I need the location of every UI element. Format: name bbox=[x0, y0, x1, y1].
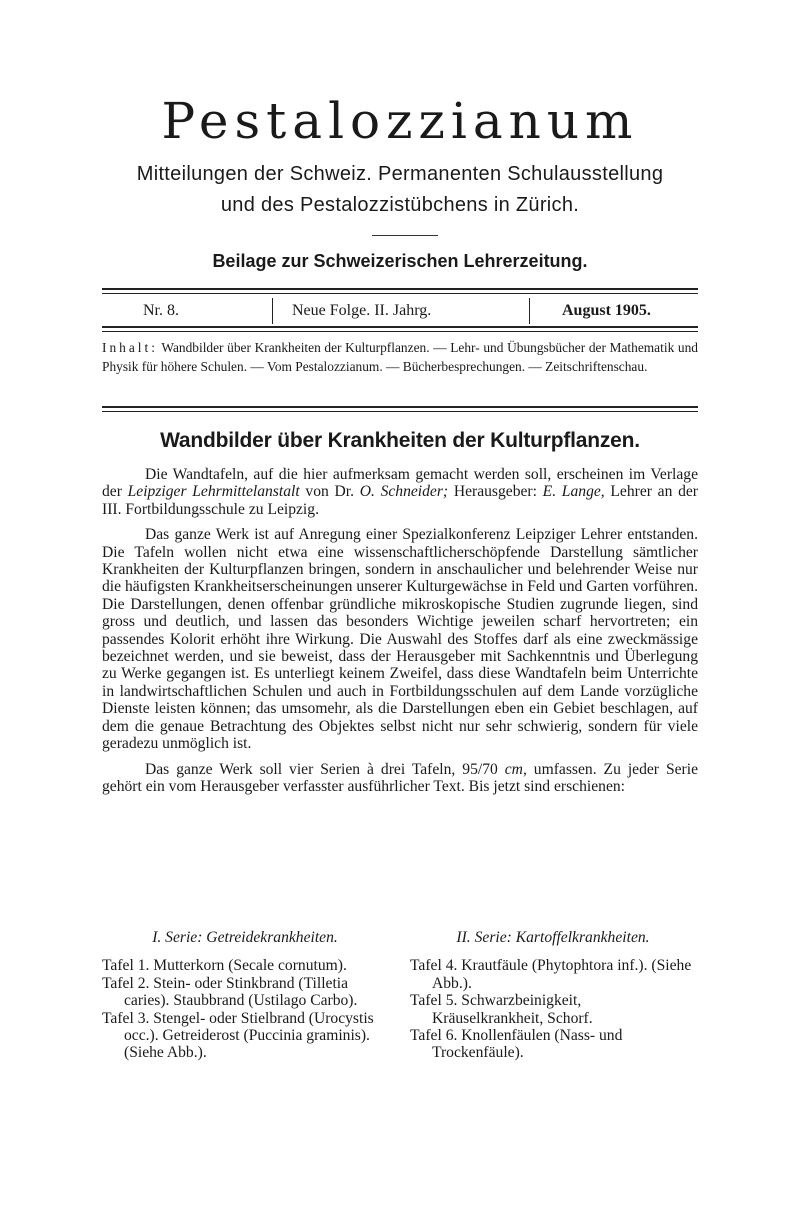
supplement-line: Beilage zur Schweizerischen Lehrerzeitung. bbox=[212, 251, 588, 271]
list-item: Tafel 6. Knollenfäulen (Nass- und Trockenfäule). bbox=[410, 1027, 623, 1062]
issue-series: Neue Folge. II. Jahrg. bbox=[292, 302, 432, 319]
article-paragraph-3: Das ganze Werk soll vier Serien à drei Tafeln, 95/70 cm, umfassen. Zu jeder Serie gehört ein vom Herausgeber verfasster ausführlicher Text. Bis jetzt sind erschienen: bbox=[102, 760, 698, 795]
issue-separator bbox=[529, 298, 530, 324]
table-of-contents bbox=[102, 339, 698, 376]
list-item: Tafel 1. Mutterkorn (Secale cornutum). bbox=[102, 957, 347, 975]
article-body bbox=[102, 466, 698, 795]
double-rule-bottom bbox=[102, 406, 698, 412]
series-heading: I. Serie: Getreidekrankheiten. bbox=[152, 929, 338, 946]
unit-label: cm bbox=[504, 760, 523, 778]
article-paragraph-2: Das ganze Werk ist auf Anregung einer Spezialkonferenz Leipziger Lehrer entstanden. Die Tafeln wollen nicht etwa eine wissenschaftlicherschöpfende Darstellung sämtlicher Krankheiten der Kulturpflanzen bringen, sondern in anschaulicher und belehrender Weise nur die häufigsten Krankheitserscheinungen unserer Kulturgewächse in Feld und Garten vorführen. Die Darstellungen, denen offenbar gründliche mikroskopische Studien zugrunde liegen, sind gross und deutlich, und lassen das besonders Wichtige jeweilen scharf hervortreten; ein passendes Kolorit erhöht ihre Wirkung. Die Auswahl des Stoffes darf als eine zweckmässige bezeichnet werden, und sie beweist, dass der Herausgeber mit Sachkenntnis und Überlegung zu Werke gegangen ist. Es unterliegt keinem Zweifel, dass diese Wandtafeln beim Unterrichte in landwirtschaftlichen Schulen und auch in Fortbildungsschulen auf dem Lande vorzügliche Dienste leisten können; das umsomehr, als die Darstellungen eben ein Gebiet beschlagen, auf dem die genaue Betrachtung des Objektes selbst nicht nur sehr schwierig, sondern für viele geradezu unmöglich ist. bbox=[102, 526, 698, 753]
masthead-title: Pestalozzianum bbox=[161, 92, 639, 150]
article-title: Wandbilder über Krankheiten der Kulturpflanzen. bbox=[160, 429, 640, 452]
short-divider bbox=[372, 235, 438, 236]
series-column-left bbox=[102, 929, 388, 1062]
series-heading: II. Serie: Kartoffelkrankheiten. bbox=[456, 929, 650, 946]
publisher-name: Leipziger Lehrmittelanstalt bbox=[127, 483, 300, 501]
issue-info-row bbox=[102, 296, 698, 324]
article-paragraph-1: Die Wandtafeln, auf die hier aufmerksam gemacht werden soll, erscheinen im Verlage der Leipziger Lehrmittelanstalt von Dr. O. Schneider; Herausgeber: E. Lange, Lehrer an der III. Fortbildungsschule zu Leipzig. bbox=[102, 466, 699, 518]
issue-date: August 1905. bbox=[562, 302, 651, 319]
contents-text: Wandbilder über Krankheiten der Kulturpflanzen. — Lehr- und Übungsbücher der Mathematik und Physik für höhere Schulen. — Vom Pestalozzianum. — Bücherbesprechungen. — Zeitschriftenschau. bbox=[102, 340, 698, 374]
list-item: Tafel 2. Stein- oder Stinkbrand (Tilletia caries). Staubbrand (Ustilago Carbo). bbox=[102, 974, 358, 1010]
issue-separator bbox=[272, 298, 273, 324]
issue-number: Nr. 8. bbox=[143, 302, 179, 319]
doctor-name: O. Schneider; bbox=[359, 483, 449, 501]
contents-label: Inhalt: bbox=[102, 340, 158, 355]
masthead-subtitle-line2: und des Pestalozzistübchens in Zürich. bbox=[220, 194, 580, 216]
editor-name: E. Lange bbox=[542, 483, 601, 501]
series-column-right bbox=[410, 929, 696, 1062]
list-item: Tafel 3. Stengel- oder Stielbrand (Urocystis occ.). Getreiderost (Puccinia graminis). (Siehe Abb.). bbox=[102, 1009, 374, 1062]
list-item: Tafel 4. Krautfäule (Phytophtora inf.). (Siehe Abb.). bbox=[410, 957, 692, 992]
double-rule-middle bbox=[102, 326, 698, 332]
list-item: Tafel 5. Schwarzbeinigkeit, Kräuselkrankheit, Schorf. bbox=[410, 992, 593, 1027]
masthead-subtitle-line1: Mitteilungen der Schweiz. Permanenten Schulausstellung bbox=[136, 163, 664, 185]
double-rule-top bbox=[102, 288, 698, 294]
